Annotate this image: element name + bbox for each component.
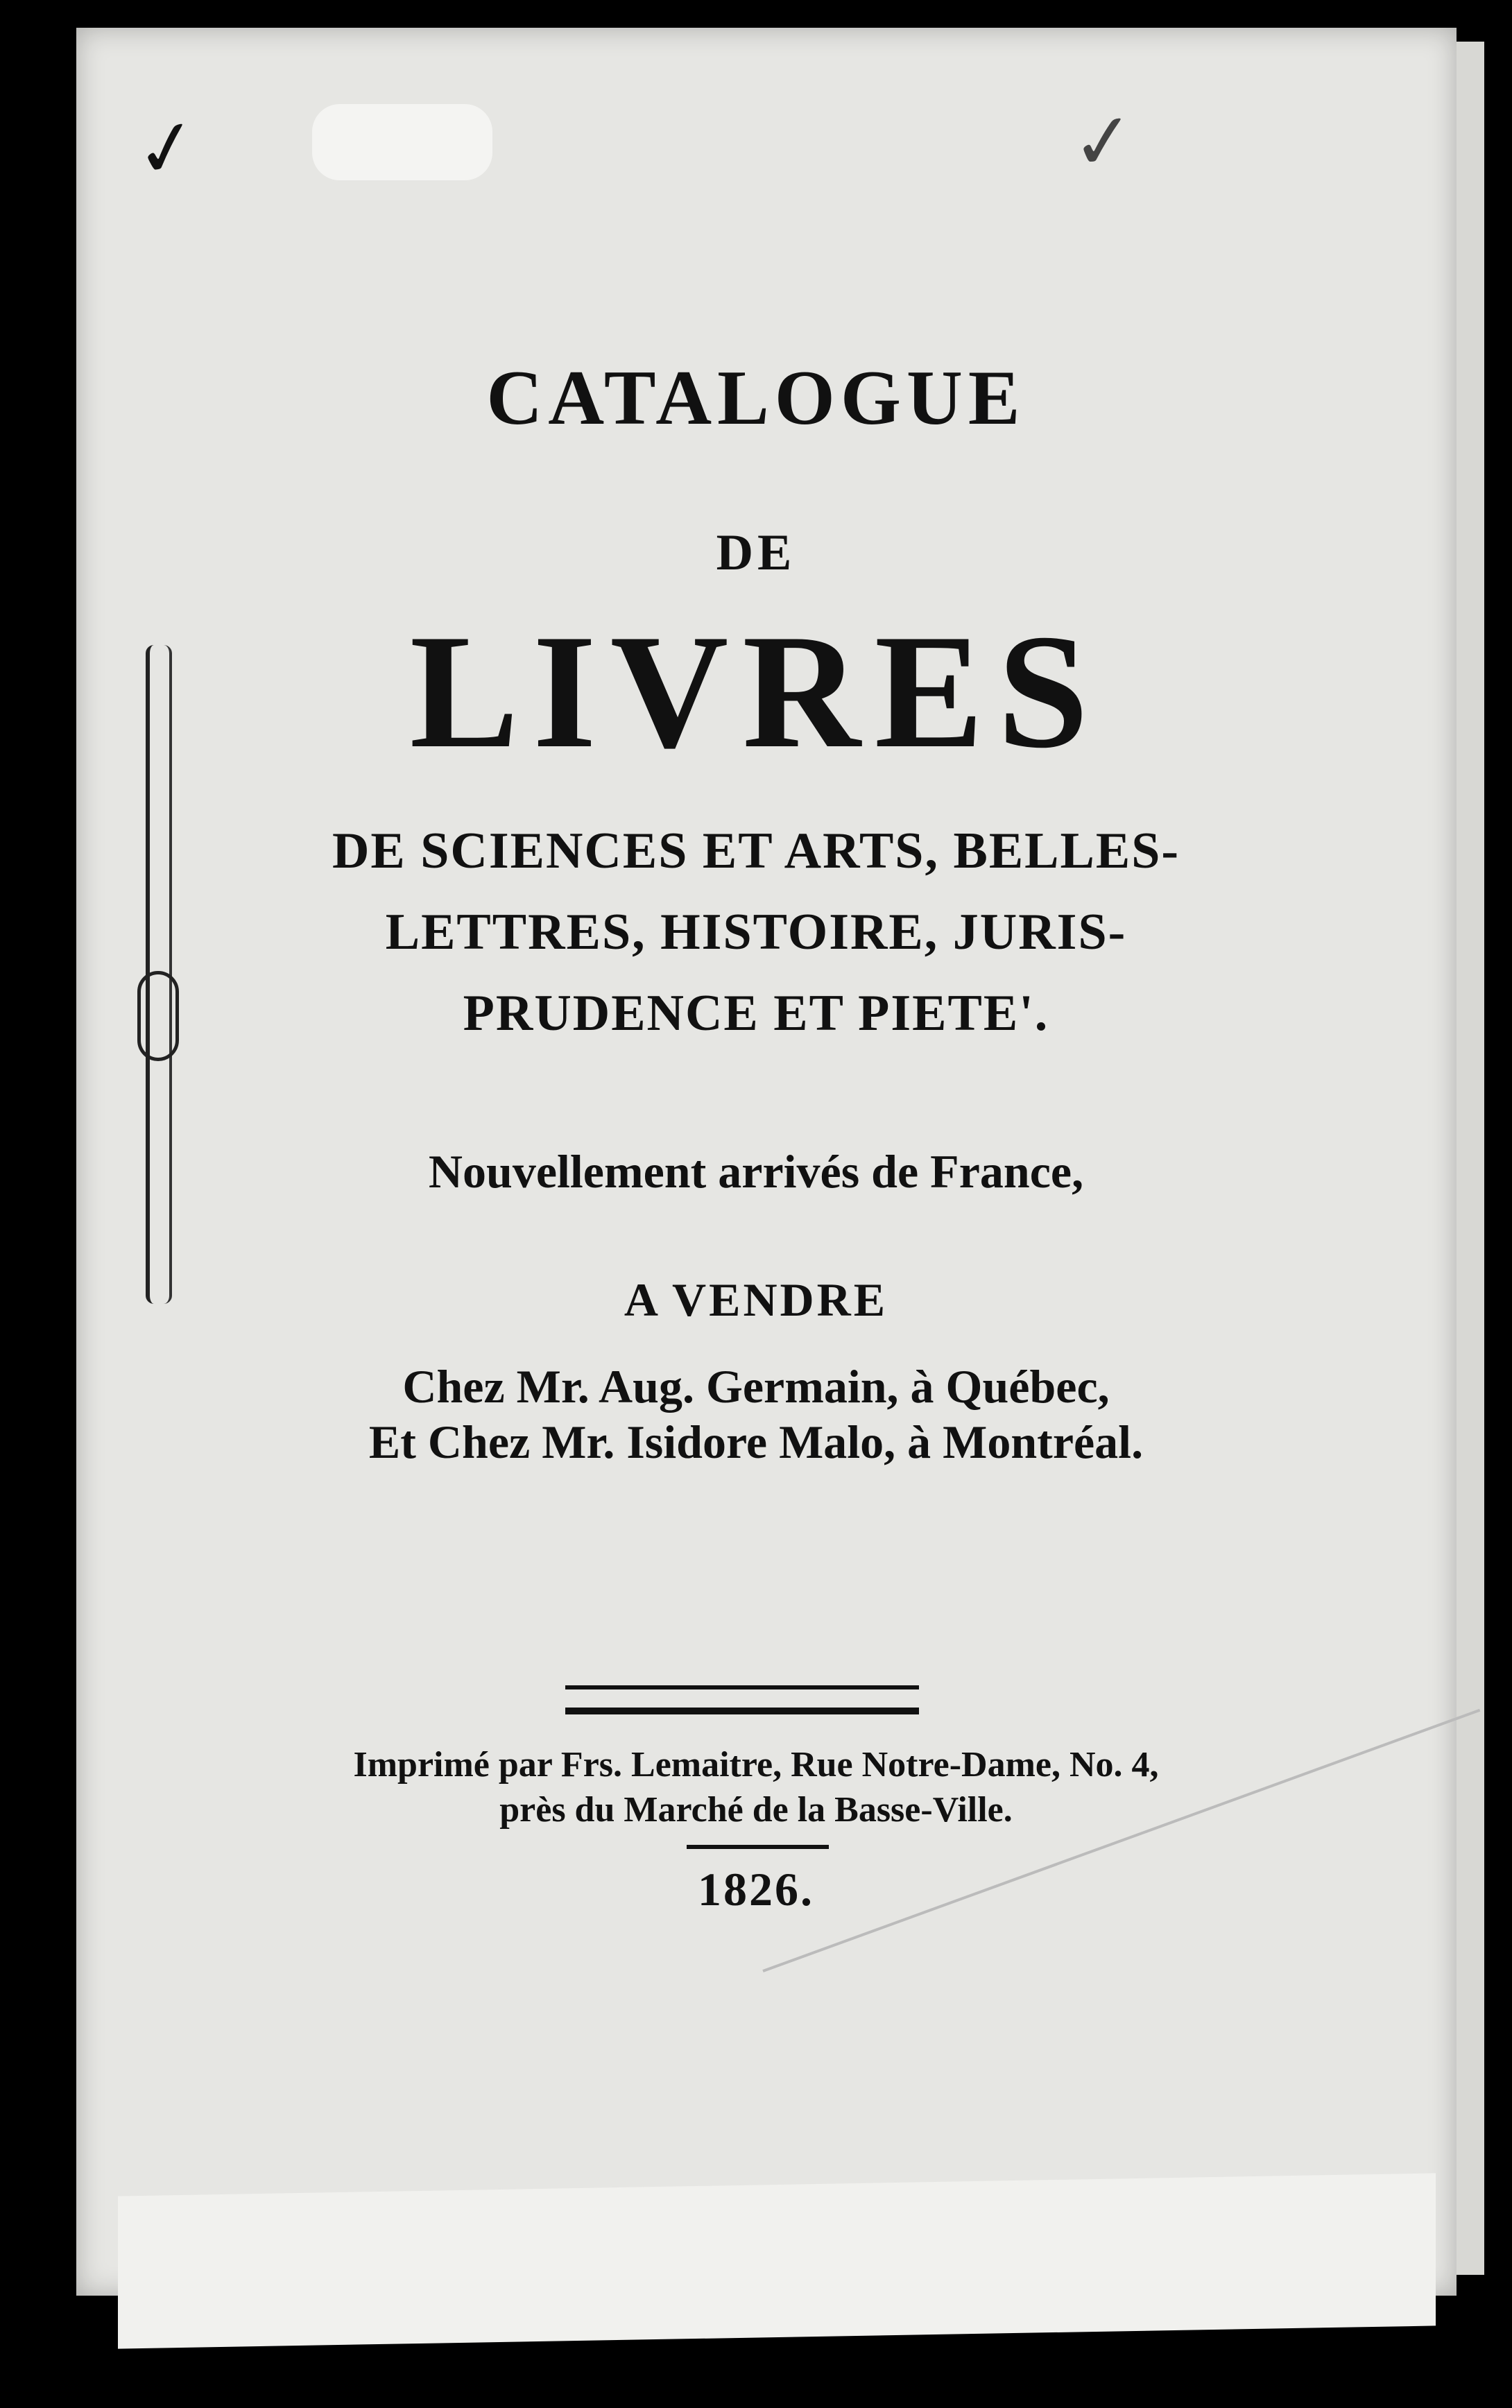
double-rule	[565, 1685, 919, 1714]
subject-line: LETTRES, HISTOIRE, JURIS-	[385, 904, 1127, 961]
printer-line: Imprimé par Frs. Lemaitre, Rue Notre-Dame, No. 4,	[353, 1745, 1159, 1785]
livres-heading: LIVRES	[409, 601, 1103, 782]
check-mark-icon: ✓	[128, 98, 207, 198]
arrival-line: Nouvellement arrivés de France,	[428, 1145, 1084, 1198]
printer-line: près du Marché de la Basse-Ville.	[499, 1790, 1013, 1830]
subject-line: DE SCIENCES ET ARTS, BELLES-	[332, 823, 1180, 879]
subject-line: PRUDENCE ET PIETE'.	[463, 985, 1049, 1042]
check-mark-icon: ✓	[1067, 94, 1140, 189]
seller-line: Chez Mr. Aug. Germain, à Québec,	[402, 1360, 1110, 1413]
year: 1826.	[698, 1863, 814, 1916]
paper-stain	[312, 104, 492, 180]
sale-line: A VENDRE	[624, 1273, 888, 1326]
seller-line: Et Chez Mr. Isidore Malo, à Montréal.	[368, 1416, 1144, 1468]
catalogue-heading: CATALOGUE	[486, 355, 1026, 441]
de-line: DE	[716, 524, 796, 581]
single-rule	[687, 1845, 829, 1849]
paper-strip	[118, 2173, 1436, 2348]
